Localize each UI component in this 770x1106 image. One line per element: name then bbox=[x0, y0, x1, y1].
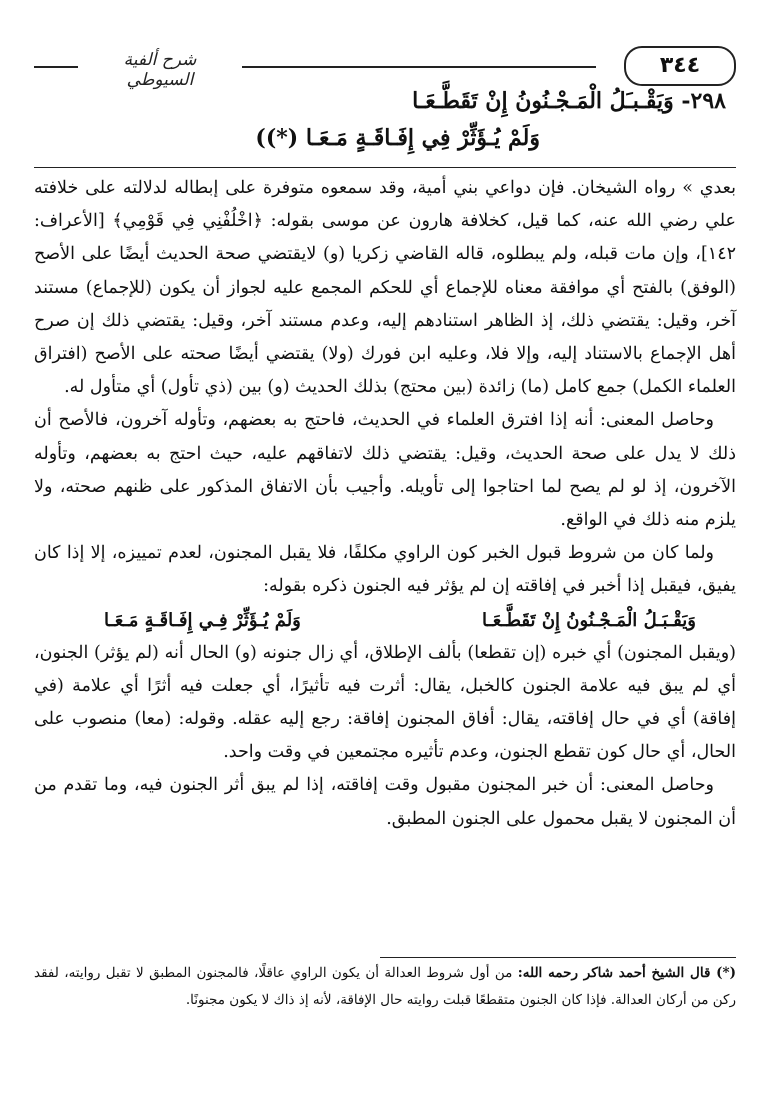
paragraph-4: (ويقبل المجنون) أي خبره (إن تقطعا) بألف الإطلاق، أي زال جنونه (و) الحال أنه (لم يؤثر) الجنون، أي لم يبق فيه علامة الجنون كالخبل، يقال: أثرت فيه تأثيرًا، أي جعلت فيه أثرًا أي علامة (في إفاقة) أي في حال إفاقته، يقال: أفاق المجنون إفاقة: رجع إليه عقله. وقوله: (معا) منصوب على الحال، أي حال كون تقطع الجنون، وعدم تأثيره مجتمعين في وقت واحد. bbox=[34, 642, 736, 763]
page-header bbox=[34, 44, 736, 90]
footnote bbox=[34, 960, 736, 1014]
header-rule-right bbox=[242, 66, 596, 68]
footnote-text: من أول شروط العدالة أن يكون الراوي عاقلًا، فالمجنون المطبق لا تقبل روايته، لفقد ركن من أركان العدالة. فإذا كان الجنون متقطعًا قبلت روايته حال الإفاقة، لأنه إذ ذاك لا يكون مجنونًا. bbox=[34, 965, 736, 1008]
inline-verse-hemistich-1: وَيَقْـبَـلُ الْمَـجْـنُونُ إِنْ تَقَطَّـعَـا bbox=[481, 609, 696, 631]
header-rule-left bbox=[34, 66, 78, 68]
paragraph-5: وحاصل المعنى: أن خبر المجنون مقبول وقت إفاقته، إذا لم يبق أثر الجنون فيه، وما تقدم من أن المجنون لا يقبل محمول على الجنون المطبق. bbox=[34, 775, 736, 829]
commentary-body bbox=[34, 172, 736, 836]
paragraph-3: ولما كان من شروط قبول الخبر كون الراوي مكلفًا، فلا يقبل المجنون، لعدم تمييزه، إلا إذا كان يفيق، فيقبل إذا أخبر في إفاقته إن لم يؤثر فيه الجنون ذكره بقوله: bbox=[34, 543, 736, 597]
verse-divider bbox=[34, 167, 736, 168]
paragraph-1: بعدي » رواه الشيخان. فإن دواعي بني أمية، وقد سمعوه متوفرة على إبطاله لدلالته على خلافته علي رضي الله عنه، كما قيل، كخلافة هارون عن موسى بقوله: ﴿اخْلُفْنِي فِي قَوْمِي﴾ [الأعراف: ١٤٢]، وإن مات قبله، ولم يبطلوه، قاله القاضي زكريا (و) لايقتضي صحة الحديث أيضًا على الأصح (الوفق) بالفتح أي موافقة معناه للإجماع أي للحكم المجمع عليه لجواز أن يكون (للإجماع) مستند آخر، وقيل: يقتضي ذلك، إذ الظاهر استنادهم إليه، وعدم مستند آخر، وقيل: يقتضي ذلك إن صرح أهل الإجماع بالاستناد إليه، وإلا فلا، وعليه ابن فورك (ولا) يقتضي أيضًا صحته على الأصح (افتراق العلماء الكمل) جمع كامل (ما) زائدة (بين محتج) بذلك الحديث (و) بين (ذي تأول) أي متأول له. bbox=[34, 178, 736, 398]
running-title: شرح ألفية السيوطي bbox=[123, 50, 197, 90]
inline-verse-hemistich-2: وَلَمْ يُـؤَثِّرْ فِـي إِفَـاقَـةٍ مَـعَـا bbox=[104, 609, 301, 631]
page-number: ٣٤٤ bbox=[624, 46, 736, 86]
verse-line-1: ٢٩٨- وَيَقْـبـَلُ الْمَـجْـنُونُ إِنْ تَقَطَّـعَـا bbox=[412, 88, 726, 114]
verse-line-2: وَلَمْ يُـؤَثِّرْ فِي إِفَـاقَـةٍ مَـعَـا (*)) bbox=[255, 125, 540, 151]
footnote-label: (*) قال الشيخ أحمد شاكر رحمه الله: bbox=[517, 965, 736, 981]
paragraph-2: وحاصل المعنى: أنه إذا افترق العلماء في الحديث، فاحتج به بعضهم، وتأوله آخرون، فالأصح أن ذلك لا يدل على صحة الحديث، وقيل: يقتضي ذلك لاتفاقهم عليه، حيث احتج به بعضهم، وتأوله الآخرون، إذ لو لم يصح لما احتاجوا إلى تأويله. وأجيب بأن الاتفاق المذكور على ظنهم صحته، ولا يلزم منه ذلك في الواقع. bbox=[34, 410, 736, 531]
footnote-divider bbox=[380, 957, 736, 958]
inline-verse bbox=[34, 604, 736, 637]
